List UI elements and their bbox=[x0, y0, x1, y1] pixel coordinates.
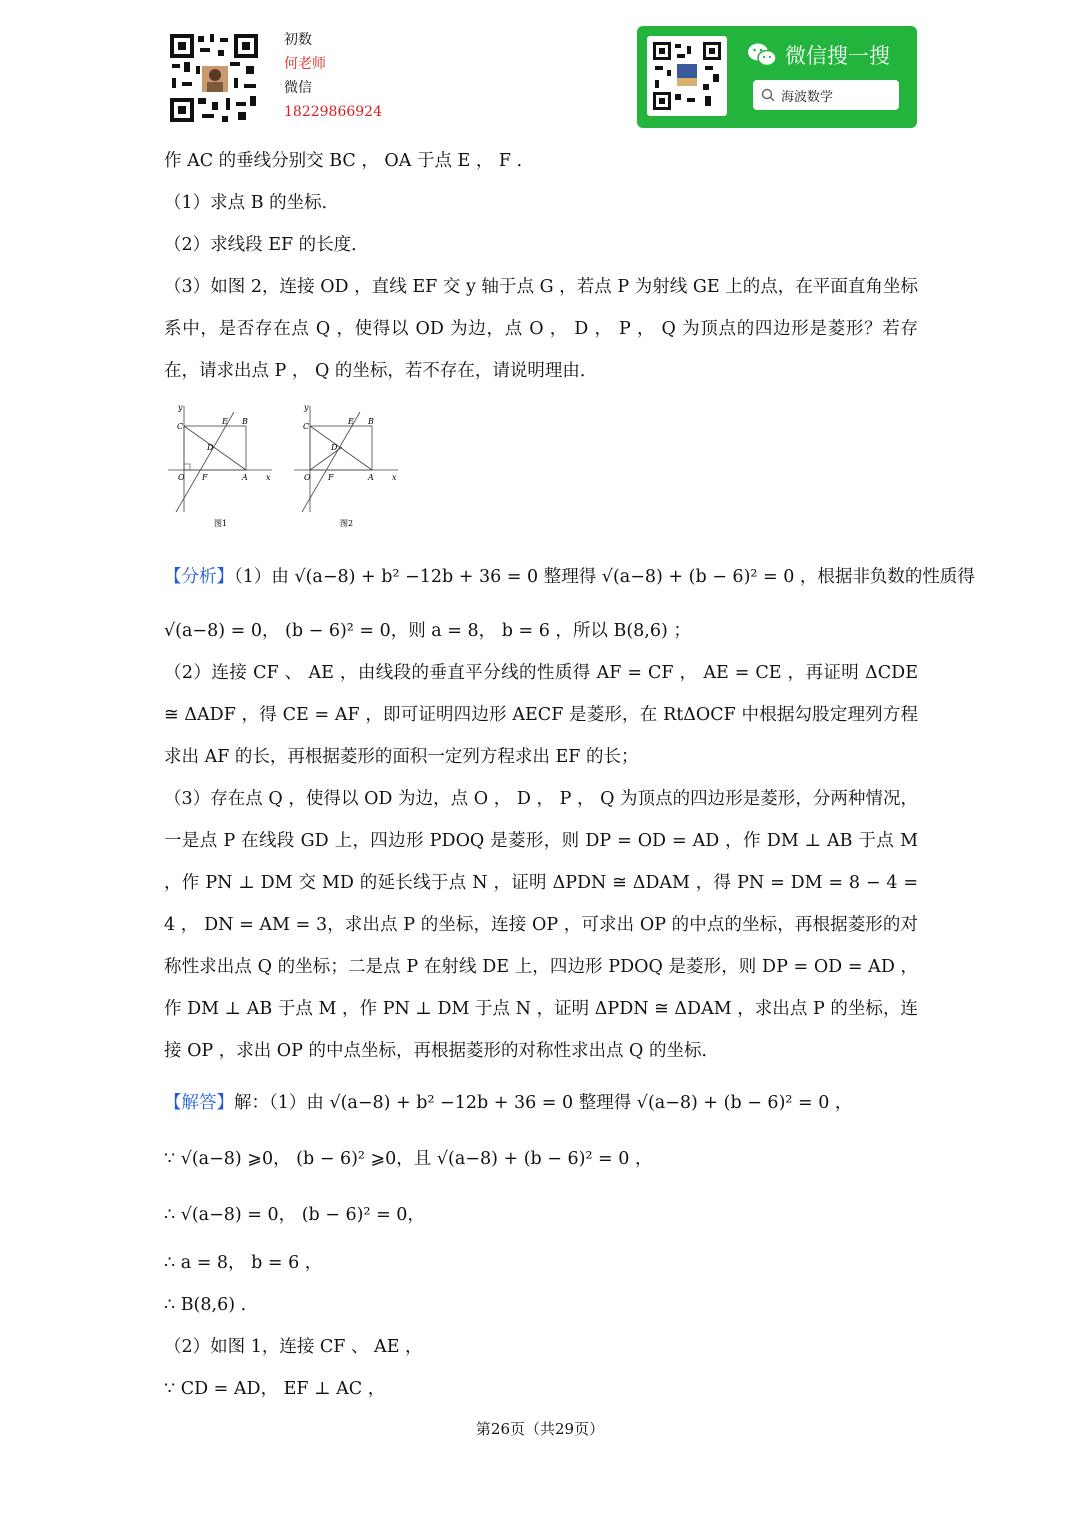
question-part-1: （1）求点 B 的坐标． bbox=[164, 193, 340, 213]
contact-info bbox=[284, 28, 382, 124]
search-text: 海波数学 bbox=[781, 89, 834, 105]
contact-phone: 18229866924 bbox=[284, 104, 382, 120]
fig1-label-c: C bbox=[177, 422, 184, 431]
solution-line-1 bbox=[164, 1082, 918, 1124]
question-part-3: （3）如图 2，连接 OD ，直线 EF 交 y 轴于点 G ，若点 P 为射线 GE 上的点，在平面直角坐标系中，是否存在点 Q ，使得以 OD 为边，点 O ， D ， P ， Q 为顶点的四边形是菱形？若存在，请求出点 P ， Q 的坐标，若不存在，请说明理由． bbox=[164, 277, 918, 381]
page-content bbox=[164, 140, 975, 1410]
fig2-label-e: E bbox=[348, 417, 354, 426]
analysis-part-3: （3）存在点 Q ，使得以 OD 为边，点 O ， D ， P ， Q 为顶点的四边形是菱形，分两种情况，一是点 P 在线段 GD 上，四边形 PDOQ 是菱形，则 DP = OD = AD ，作 DM ⊥ AB 于点 M ，作 PN ⊥ DM 交 MD 的延长线于点 N ，证明 ΔPDN ≅ ΔDAM ，得 PN = DM = 8 − 4 = 4 ， DN = AM = 3，求出点 P 的坐标，连接 OP ，可求出 OP 的中点的坐标，再根据菱形的对称性求出点 Q 的坐标；二是点 P 在射线 DE 上，四边形 PDOQ 是菱形，则 DP = OD = AD ，作 DM ⊥ AB 于点 M ，作 PN ⊥ DM 于点 N ，证明 ΔPDN ≅ ΔDAM ，求出点 P 的坐标，连接 OP ，求出 OP 的中点坐标，再根据菱形的对称性求出点 Q 的坐标． bbox=[164, 789, 918, 1061]
fig2-caption: 图2 bbox=[340, 519, 354, 528]
contact-teacher: 何老师 bbox=[284, 56, 326, 72]
analysis-text-1: （1）由 √(a−8) + b² −12b + 36 = 0 整理得 √(a−8) + (b − 6)² = 0 ，根据非负数的性质得 bbox=[234, 567, 975, 587]
contact-wechat-label: 微信 bbox=[284, 80, 312, 96]
fig2-label-f: F bbox=[328, 473, 334, 482]
fig1-label-o: O bbox=[178, 473, 185, 482]
analysis-line-1 bbox=[164, 556, 975, 598]
banner-qr bbox=[647, 36, 727, 116]
solution-line-7: ∵ CD = AD， EF ⊥ AC ， bbox=[164, 1379, 386, 1399]
fig2-label-y: y bbox=[304, 403, 309, 412]
figures bbox=[164, 400, 918, 540]
fig2-label-o: O bbox=[304, 473, 311, 482]
fig2-label-c: C bbox=[303, 422, 310, 431]
solution-text-1: 解：（1）由 √(a−8) + b² −12b + 36 = 0 整理得 √(a−8) + (b − 6)² = 0 ， bbox=[234, 1093, 853, 1113]
fig1-label-e: E bbox=[222, 417, 228, 426]
solution-line-5: ∴ B(8,6) ． bbox=[164, 1295, 259, 1315]
question-part-2: （2）求线段 EF 的长度． bbox=[164, 235, 369, 255]
search-box[interactable] bbox=[753, 80, 899, 110]
solution-tag: 【解答】 bbox=[164, 1093, 234, 1113]
wechat-icon bbox=[747, 42, 777, 68]
analysis-line-2: √(a−8) = 0， (b − 6)² = 0，则 a = 8， b = 6 ，所以 B(8,6) ； bbox=[164, 621, 691, 641]
contact-subject: 初数 bbox=[284, 32, 312, 48]
solution-line-2: ∵ √(a−8) ⩾0， (b − 6)² ⩾0，且 √(a−8) + (b − 6)² = 0 ， bbox=[164, 1149, 653, 1169]
analysis-tag: 【分析】 bbox=[164, 567, 234, 587]
wechat-search-title bbox=[747, 40, 890, 70]
fig1-label-d: D bbox=[207, 443, 214, 452]
fig1-label-y: y bbox=[178, 403, 183, 412]
banner-qr-icon bbox=[653, 42, 721, 110]
fig1-caption: 图1 bbox=[214, 519, 228, 528]
fig2-label-d: D bbox=[331, 443, 338, 452]
fig1-label-a: A bbox=[242, 473, 248, 482]
fig1-label-f: F bbox=[202, 473, 208, 482]
fig2-label-b: B bbox=[368, 417, 374, 426]
solution-line-6: （2）如图 1，连接 CF 、 AE ， bbox=[164, 1337, 423, 1357]
figure-2 bbox=[290, 400, 402, 528]
question-line: 作 AC 的垂线分别交 BC ， OA 于点 E ， F ． bbox=[164, 151, 535, 171]
search-icon bbox=[761, 88, 775, 102]
fig2-label-a: A bbox=[368, 473, 374, 482]
fig2-label-x: x bbox=[392, 473, 397, 482]
wechat-search-label: 微信搜一搜 bbox=[785, 44, 890, 68]
wechat-search-banner[interactable] bbox=[637, 26, 917, 128]
fig1-label-b: B bbox=[242, 417, 248, 426]
figure-1 bbox=[164, 400, 276, 528]
analysis-part-2: （2）连接 CF 、 AE ，由线段的垂直平分线的性质得 AF = CF ， AE = CE ，再证明 ΔCDE ≅ ΔADF ，得 CE = AF ，即可证明四边形 AECF 是菱形，在 RtΔOCF 中根据勾股定理列方程求出 AF 的长，再根据菱形的面积一定列方程求出 EF 的长； bbox=[164, 663, 918, 767]
fig1-label-x: x bbox=[266, 473, 271, 482]
solution-line-4: ∴ a = 8， b = 6 ， bbox=[164, 1253, 323, 1273]
qr-code-icon bbox=[168, 32, 260, 124]
page-footer: 第26页（共29页） bbox=[475, 1420, 605, 1438]
solution-line-3: ∴ √(a−8) = 0， (b − 6)² = 0， bbox=[164, 1205, 425, 1225]
